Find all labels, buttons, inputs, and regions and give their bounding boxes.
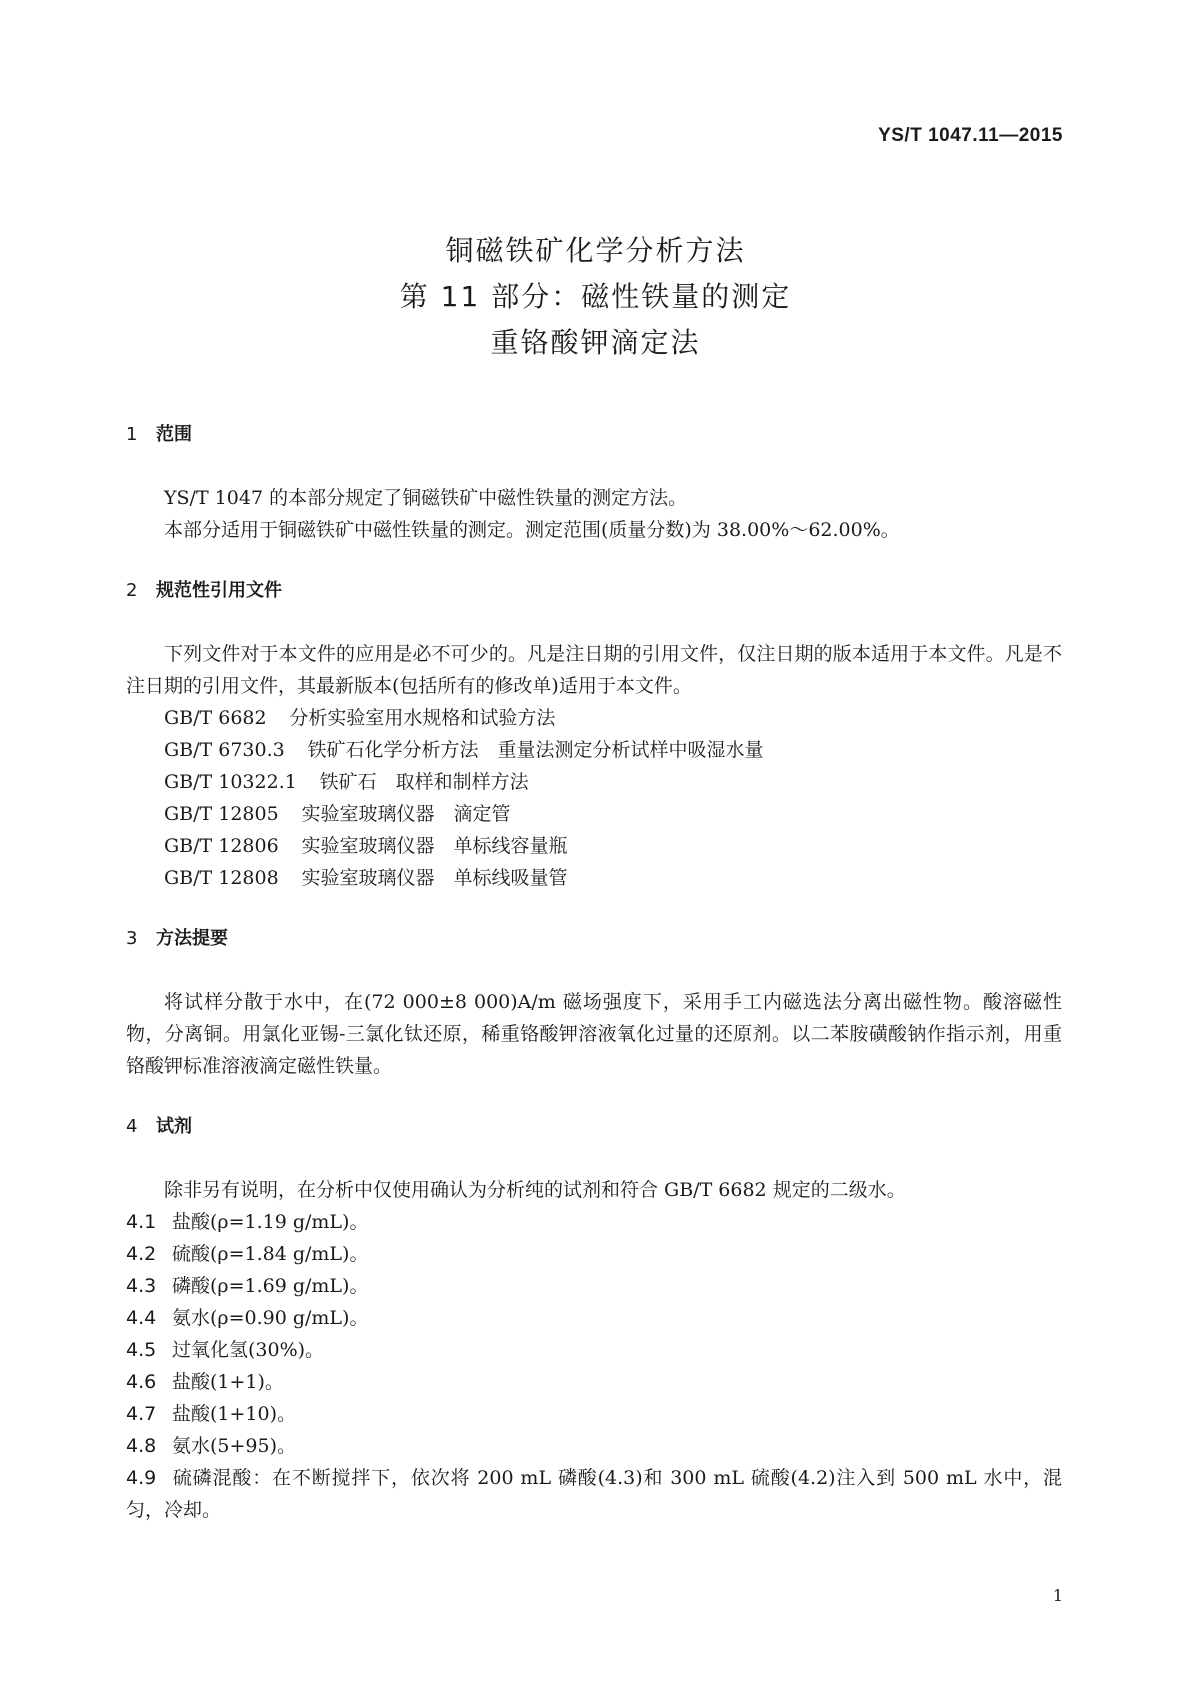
title-line-1: 铜磁铁矿化学分析方法 [445, 234, 746, 267]
item-text: 磷酸(ρ=1.69 g/mL)。 [172, 1275, 369, 1297]
section-number: 4 [126, 1116, 138, 1137]
standard-code: YS/T 1047.11—2015 [878, 125, 1063, 146]
title-line-2: 第 11 部分：磁性铁量的测定 [399, 280, 792, 313]
section-heading-reagents [126, 1112, 1062, 1142]
paragraph: 本部分适用于铜磁铁矿中磁性铁量的测定。测定范围(质量分数)为 38.00%～62.00%。 [164, 519, 900, 541]
item-text: 盐酸(1+10)。 [172, 1403, 297, 1425]
reference-code: GB/T 6730.3 [164, 739, 285, 761]
reference-title: 铁矿石化学分析方法 重量法测定分析试样中吸湿水量 [307, 739, 764, 761]
section-number: 3 [126, 928, 138, 949]
reagent-item [126, 1462, 1062, 1526]
reference-item [126, 766, 1062, 798]
page-number: 1 [1052, 1586, 1063, 1605]
item-text: 氨水(5+95)。 [172, 1435, 297, 1457]
item-text: 过氧化氢(30%)。 [172, 1339, 325, 1361]
item-number: 4.7 [126, 1403, 157, 1425]
reagent-item [126, 1238, 1062, 1270]
reagent-item [126, 1398, 1062, 1430]
item-number: 4.5 [126, 1339, 157, 1361]
reagent-item [126, 1206, 1062, 1238]
reagent-item [126, 1302, 1062, 1334]
item-number: 4.8 [126, 1435, 157, 1457]
reference-code: GB/T 10322.1 [164, 771, 297, 793]
reference-item [126, 862, 1062, 894]
paragraph: YS/T 1047 的本部分规定了铜磁铁矿中磁性铁量的测定方法。 [164, 487, 688, 509]
item-number: 4.9 [126, 1467, 157, 1489]
paragraph: 下列文件对于本文件的应用是必不可少的。凡是注日期的引用文件，仅注日期的版本适用于本文件。凡是不注日期的引用文件，其最新版本(包括所有的修改单)适用于本文件。 [126, 643, 1062, 697]
document-title [0, 228, 1191, 366]
reference-title: 实验室玻璃仪器 单标线吸量管 [301, 867, 568, 889]
reference-code: GB/T 12808 [164, 867, 279, 889]
document-body [126, 420, 1062, 1526]
item-text: 盐酸(ρ=1.19 g/mL)。 [172, 1211, 369, 1233]
item-text: 硫磷混酸：在不断搅拌下，依次将 200 mL 磷酸(4.3)和 300 mL 硫酸(4.2)注入到 500 mL 水中，混匀，冷却。 [126, 1467, 1062, 1521]
item-number: 4.6 [126, 1371, 157, 1393]
item-text: 硫酸(ρ=1.84 g/mL)。 [172, 1243, 369, 1265]
reference-code: GB/T 12805 [164, 803, 279, 825]
item-text: 氨水(ρ=0.90 g/mL)。 [172, 1307, 369, 1329]
reagent-item [126, 1270, 1062, 1302]
reference-title: 铁矿石 取样和制样方法 [319, 771, 529, 793]
title-line-3: 重铬酸钾滴定法 [490, 326, 701, 359]
reference-item [126, 798, 1062, 830]
reference-item [126, 734, 1062, 766]
paragraph: 将试样分散于水中，在(72 000±8 000)A/m 磁场强度下，采用手工内磁选法分离出磁性物。酸溶磁性物，分离铜。用氯化亚锡-三氯化钛还原，稀重铬酸钾溶液氧化过量的还原剂。以二苯胺磺酸钠作指示剂，用重铬酸钾标准溶液滴定磁性铁量。 [126, 991, 1062, 1077]
item-number: 4.3 [126, 1275, 157, 1297]
reagent-item [126, 1430, 1062, 1462]
reagent-item [126, 1366, 1062, 1398]
item-text: 盐酸(1+1)。 [172, 1371, 284, 1393]
reference-title: 分析实验室用水规格和试验方法 [289, 707, 556, 729]
item-number: 4.4 [126, 1307, 157, 1329]
section-title: 范围 [156, 424, 192, 445]
reference-title: 实验室玻璃仪器 滴定管 [301, 803, 511, 825]
section-number: 2 [126, 580, 138, 601]
item-number: 4.2 [126, 1243, 157, 1265]
section-title: 方法提要 [156, 928, 228, 949]
section-heading-principle [126, 924, 1062, 954]
reference-code: GB/T 6682 [164, 707, 267, 729]
section-title: 规范性引用文件 [156, 580, 282, 601]
section-number: 1 [126, 424, 138, 445]
reference-title: 实验室玻璃仪器 单标线容量瓶 [301, 835, 568, 857]
paragraph: 除非另有说明，在分析中仅使用确认为分析纯的试剂和符合 GB/T 6682 规定的二级水。 [164, 1179, 906, 1201]
reference-code: GB/T 12806 [164, 835, 279, 857]
reference-item [126, 702, 1062, 734]
section-heading-scope [126, 420, 1062, 450]
reference-item [126, 830, 1062, 862]
item-number: 4.1 [126, 1211, 157, 1233]
reagent-item [126, 1334, 1062, 1366]
section-title: 试剂 [156, 1116, 192, 1137]
section-heading-normative-references [126, 576, 1062, 606]
